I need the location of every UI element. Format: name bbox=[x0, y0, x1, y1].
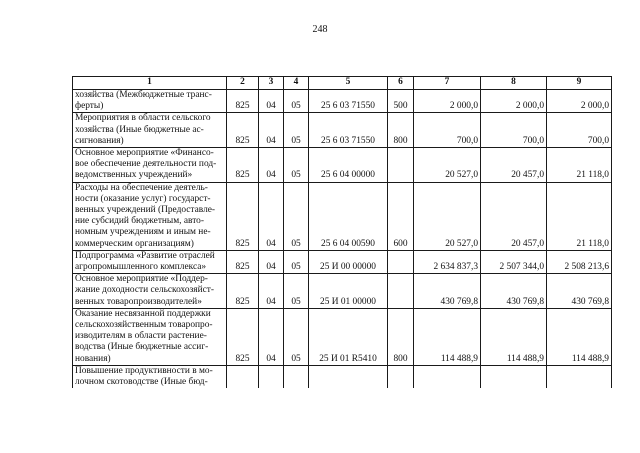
column-header: 1 bbox=[73, 77, 227, 90]
section-code: 04 bbox=[259, 90, 284, 113]
ministry-code: 825 bbox=[227, 274, 259, 309]
amount-3: 430 769,8 bbox=[547, 274, 612, 309]
subsection-code: 05 bbox=[284, 113, 309, 148]
section-code bbox=[259, 365, 284, 388]
table-row bbox=[73, 148, 612, 183]
ministry-code: 825 bbox=[227, 250, 259, 273]
expense-type-code: 600 bbox=[388, 182, 414, 250]
ministry-code: 825 bbox=[227, 148, 259, 183]
ministry-code: 825 bbox=[227, 182, 259, 250]
table-row bbox=[73, 274, 612, 309]
target-code: 25 6 03 71550 bbox=[309, 90, 388, 113]
amount-2: 114 488,9 bbox=[481, 308, 547, 365]
amount-2: 2 000,0 bbox=[481, 90, 547, 113]
subsection-code: 05 bbox=[284, 274, 309, 309]
expense-type-code bbox=[388, 148, 414, 183]
target-code: 25 6 04 00590 bbox=[309, 182, 388, 250]
expense-type-code: 500 bbox=[388, 90, 414, 113]
expense-type-code bbox=[388, 274, 414, 309]
table-row bbox=[73, 90, 612, 113]
target-code: 25 6 03 71550 bbox=[309, 113, 388, 148]
table-row bbox=[73, 308, 612, 365]
ministry-code bbox=[227, 365, 259, 388]
page-number: 248 bbox=[312, 24, 328, 35]
amount-1: 2 000,0 bbox=[414, 90, 481, 113]
amount-3: 21 118,0 bbox=[547, 148, 612, 183]
column-header: 3 bbox=[259, 77, 284, 90]
column-header: 7 bbox=[414, 77, 481, 90]
amount-2: 20 457,0 bbox=[481, 148, 547, 183]
expense-name: Основное мероприятие «Поддер- жание доходности сельскохозяйст- венных товаропроизводителей» bbox=[73, 274, 227, 309]
subsection-code: 05 bbox=[284, 90, 309, 113]
column-header: 5 bbox=[309, 77, 388, 90]
expense-name: Повышение продуктивности в мо- лочном скотоводстве (Иные бюд- bbox=[73, 365, 227, 388]
amount-2: 20 457,0 bbox=[481, 182, 547, 250]
header-row bbox=[73, 77, 612, 90]
amount-1: 430 769,8 bbox=[414, 274, 481, 309]
table-row bbox=[73, 182, 612, 250]
subsection-code bbox=[284, 365, 309, 388]
table-row bbox=[73, 250, 612, 273]
target-code: 25 И 01 R5410 bbox=[309, 308, 388, 365]
budget-table bbox=[72, 76, 612, 388]
target-code: 25 6 04 00000 bbox=[309, 148, 388, 183]
column-header: 8 bbox=[481, 77, 547, 90]
subsection-code: 05 bbox=[284, 182, 309, 250]
expense-type-code: 800 bbox=[388, 308, 414, 365]
ministry-code: 825 bbox=[227, 90, 259, 113]
amount-1: 20 527,0 bbox=[414, 148, 481, 183]
amount-1: 2 634 837,3 bbox=[414, 250, 481, 273]
amount-2: 430 769,8 bbox=[481, 274, 547, 309]
table-row bbox=[73, 113, 612, 148]
amount-3: 700,0 bbox=[547, 113, 612, 148]
amount-1: 20 527,0 bbox=[414, 182, 481, 250]
expense-name: Расходы на обеспечение деятель- ности (оказание услуг) государст- венных учреждений (Предоставле- ние субсидий бюджетным, авто- номным учреждениям и иным не- коммерческим организациям) bbox=[73, 182, 227, 250]
expense-name: Основное мероприятие «Финансо- вое обеспечение деятельности под- ведомственных учреждений» bbox=[73, 148, 227, 183]
column-header: 2 bbox=[227, 77, 259, 90]
amount-2: 700,0 bbox=[481, 113, 547, 148]
expense-type-code bbox=[388, 250, 414, 273]
target-code bbox=[309, 365, 388, 388]
target-code: 25 И 00 00000 bbox=[309, 250, 388, 273]
target-code: 25 И 01 00000 bbox=[309, 274, 388, 309]
column-header: 4 bbox=[284, 77, 309, 90]
ministry-code: 825 bbox=[227, 113, 259, 148]
expense-name: Подпрограмма «Развитие отраслей агропромышленного комплекса» bbox=[73, 250, 227, 273]
section-code: 04 bbox=[259, 148, 284, 183]
table-row bbox=[73, 365, 612, 388]
amount-3 bbox=[547, 365, 612, 388]
expense-name: Оказание несвязанной поддержки сельскохозяйственным товаропро- изводителям в области растение- водства (Иные бюджетные ассиг- нования) bbox=[73, 308, 227, 365]
column-header: 6 bbox=[388, 77, 414, 90]
amount-2: 2 507 344,0 bbox=[481, 250, 547, 273]
subsection-code: 05 bbox=[284, 308, 309, 365]
section-code: 04 bbox=[259, 182, 284, 250]
ministry-code: 825 bbox=[227, 308, 259, 365]
amount-3: 21 118,0 bbox=[547, 182, 612, 250]
amount-3: 2 508 213,6 bbox=[547, 250, 612, 273]
expense-name: хозяйства (Межбюджетные транс- ферты) bbox=[73, 90, 227, 113]
subsection-code: 05 bbox=[284, 148, 309, 183]
amount-1 bbox=[414, 365, 481, 388]
amount-2 bbox=[481, 365, 547, 388]
amount-1: 700,0 bbox=[414, 113, 481, 148]
section-code: 04 bbox=[259, 308, 284, 365]
subsection-code: 05 bbox=[284, 250, 309, 273]
expense-type-code bbox=[388, 365, 414, 388]
amount-1: 114 488,9 bbox=[414, 308, 481, 365]
amount-3: 114 488,9 bbox=[547, 308, 612, 365]
amount-3: 2 000,0 bbox=[547, 90, 612, 113]
section-code: 04 bbox=[259, 274, 284, 309]
expense-name: Мероприятия в области сельского хозяйства (Иные бюджетные ас- сигнования) bbox=[73, 113, 227, 148]
column-header: 9 bbox=[547, 77, 612, 90]
section-code: 04 bbox=[259, 250, 284, 273]
section-code: 04 bbox=[259, 113, 284, 148]
expense-type-code: 800 bbox=[388, 113, 414, 148]
